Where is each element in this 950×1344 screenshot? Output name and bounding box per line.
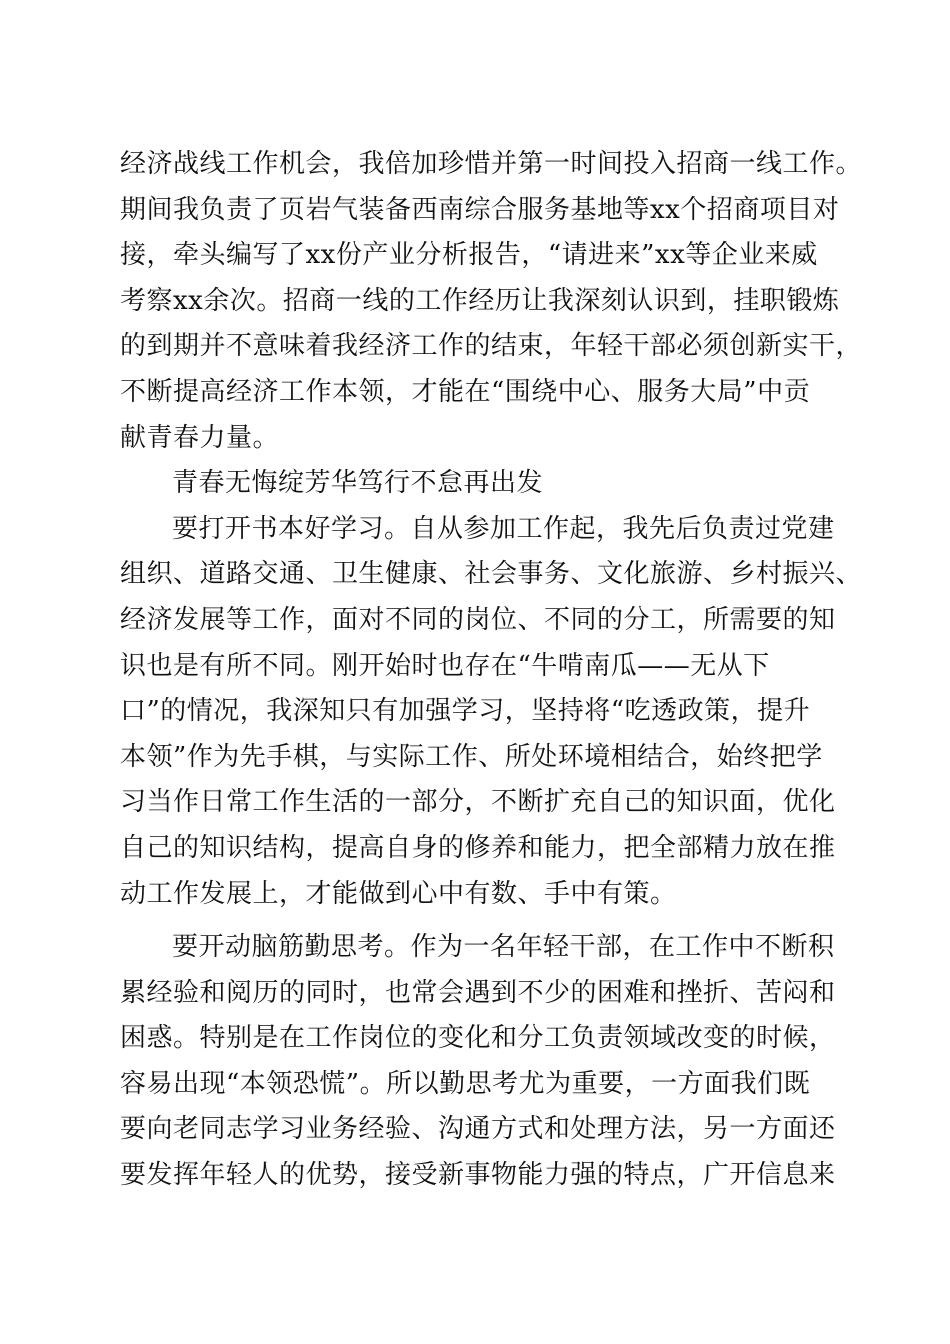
text-line: 献青春力量。 <box>120 422 280 453</box>
text-line: 容易出现“本领恐慌”。所以勤思考尤为重要，一方面我们既 <box>120 1068 811 1099</box>
text-line: 考察xx余次。招商一线的工作经历让我深刻认识到，挂职锻炼 <box>120 285 840 316</box>
document-body <box>120 142 863 1199</box>
text-line: 习当作日常工作生活的一部分，不断扩充自己的知识面，优化 <box>120 787 836 818</box>
text-line: 经济战线工作机会，我倍加珍惜并第一时间投入招商一线工作。 <box>120 149 863 179</box>
text-line: 本领”作为先手棋，与实际工作、所处环境相结合，始终把学 <box>120 741 823 772</box>
text-line: 累经验和阅历的同时，也常会遇到不少的困难和挫折、苦闷和 <box>120 977 836 1008</box>
paragraph-start: 要打开书本好学习。自从参加工作起，我先后负责过党建 <box>172 513 835 544</box>
text-line: 困惑。特别是在工作岗位的变化和分工负责领域改变的时候， <box>120 1023 836 1054</box>
text-line: 期间我负责了页岩气装备西南综合服务基地等xx个招商项目对 <box>120 194 840 225</box>
text-line: 经济发展等工作，面对不同的岗位、不同的分工，所需要的知 <box>120 604 836 635</box>
section-heading: 青春无悔绽芳华笃行不怠再出发 <box>172 468 544 499</box>
text-line: 识也是有所不同。刚开始时也存在“牛啃南瓜——无从下 <box>120 650 770 681</box>
text-line: 口”的情况，我深知只有加强学习，坚持将“吃透政策，提升 <box>120 696 811 727</box>
text-line: 要发挥年轻人的优势，接受新事物能力强的特点，广开信息来 <box>120 1160 836 1191</box>
text-line: 不断提高经济工作本领，才能在“围绕中心、服务大局”中贡 <box>120 376 811 407</box>
paragraph-start: 要开动脑筋勤思考。作为一名年轻干部，在工作中不断积 <box>172 932 835 963</box>
text-line: 自己的知识结构，提高自身的修养和能力，把全部精力放在推 <box>120 832 836 863</box>
text-line: 的到期并不意味着我经济工作的结束，年轻干部必须创新实干， <box>120 331 863 362</box>
text-line: 动工作发展上，才能做到心中有数、手中有策。 <box>120 878 677 909</box>
text-line: 接，牵头编写了xx份产业分析报告，“请进来”xx等企业来威 <box>120 240 818 271</box>
text-line: 组织、道路交通、卫生健康、社会事务、文化旅游、乡村振兴、 <box>120 559 863 590</box>
text-line: 要向老同志学习业务经验、沟通方式和处理方法，另一方面还 <box>120 1114 836 1145</box>
